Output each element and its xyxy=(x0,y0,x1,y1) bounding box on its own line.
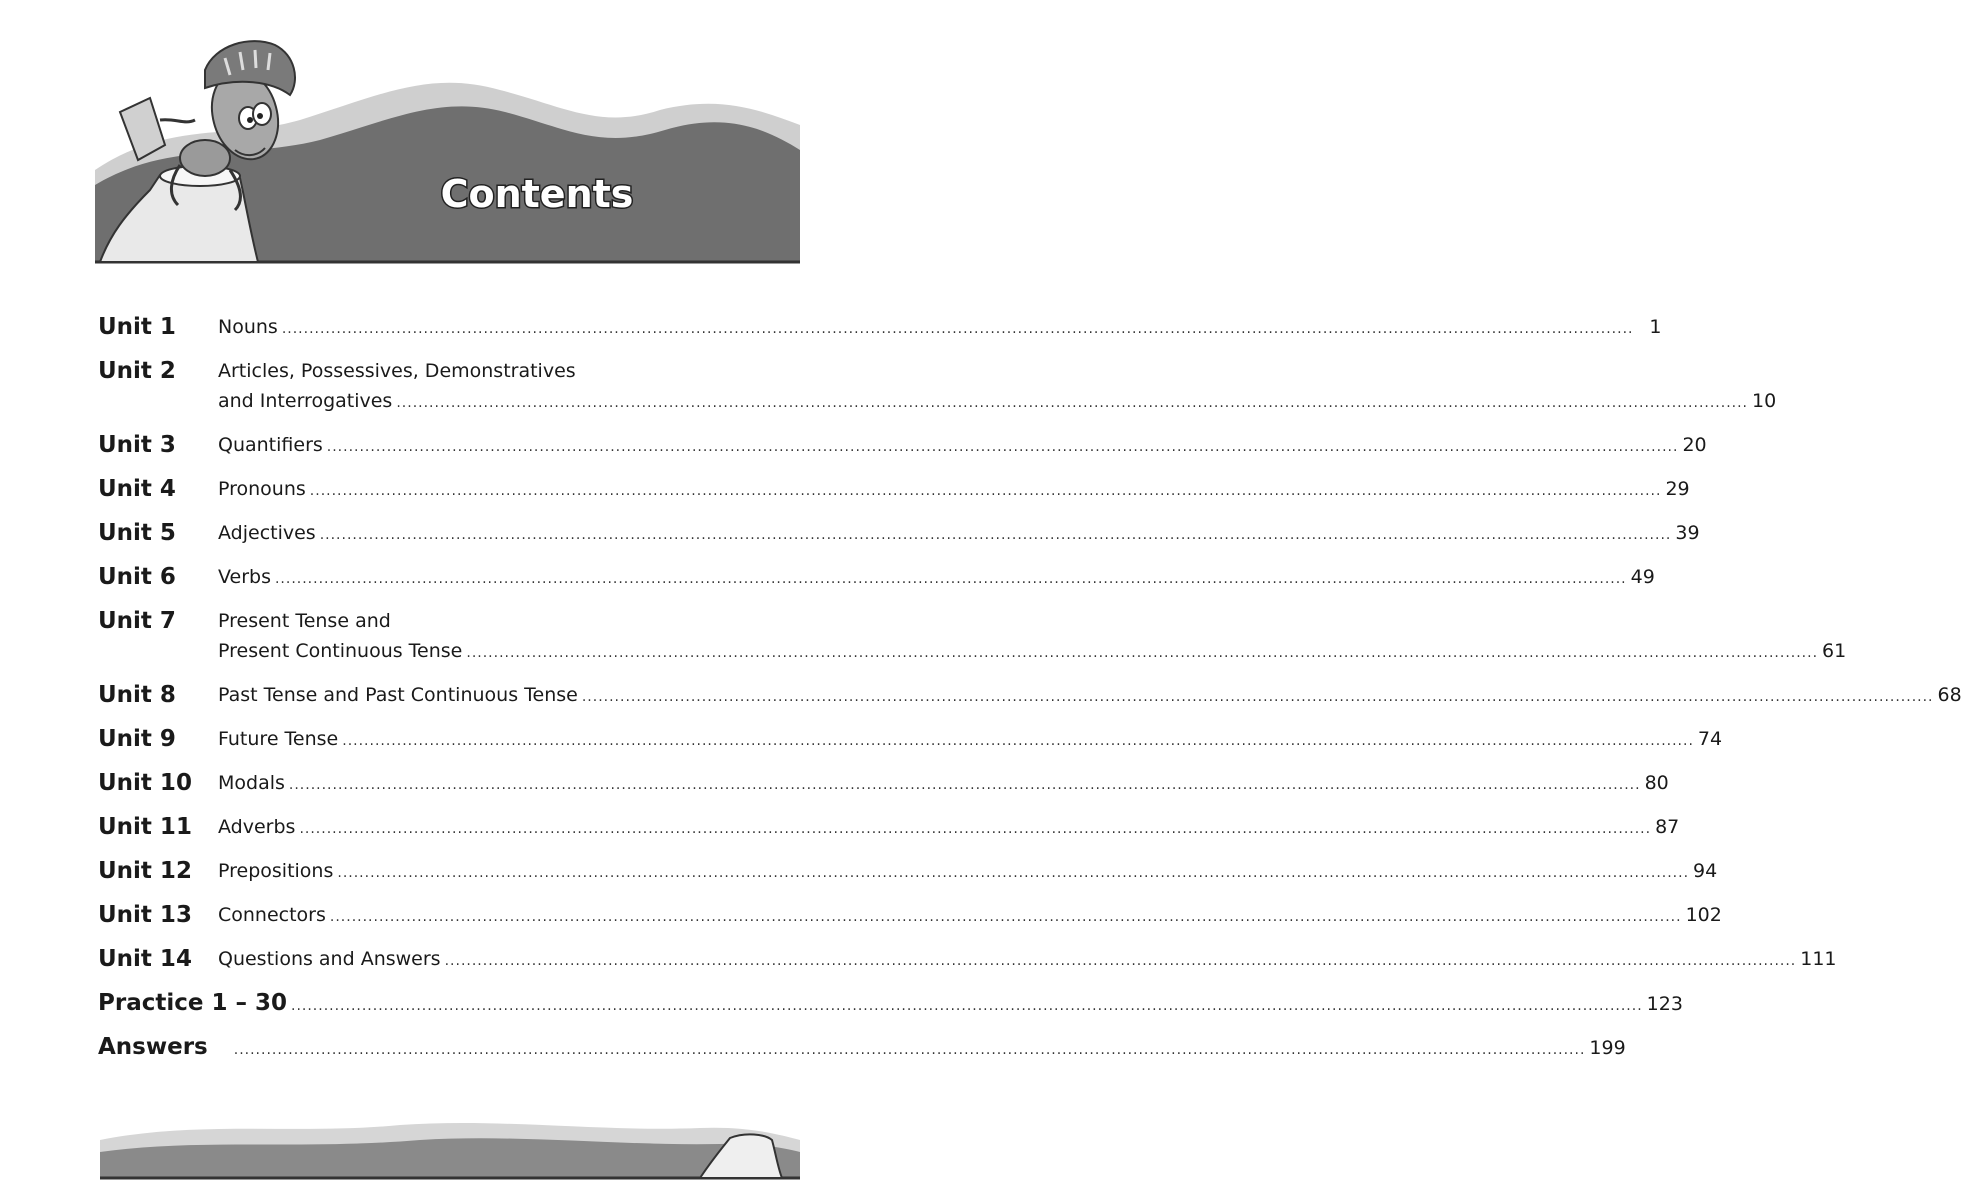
page-number: 74 xyxy=(1697,728,1723,750)
leader-dots xyxy=(330,902,1682,932)
toc-row xyxy=(98,768,1669,812)
page-number: 102 xyxy=(1685,904,1722,926)
page-number: 49 xyxy=(1630,566,1655,588)
page-title: Contents xyxy=(440,172,634,216)
table-of-contents xyxy=(98,312,1962,1076)
toc-row xyxy=(98,606,1847,680)
unit-label: Unit 9 xyxy=(98,726,176,752)
entry-title: Adverbs xyxy=(218,816,296,838)
page-number: 111 xyxy=(1800,948,1837,970)
unit-label: Unit 10 xyxy=(98,770,192,796)
toc-row xyxy=(98,312,1662,356)
toc-row-practice xyxy=(98,988,1683,1032)
footer-banner xyxy=(0,1110,846,1195)
toc-row xyxy=(98,680,1962,724)
page-number: 87 xyxy=(1655,816,1680,838)
unit-label: Unit 13 xyxy=(98,902,192,928)
unit-label: Unit 12 xyxy=(98,858,192,884)
toc-row xyxy=(98,812,1680,856)
unit-label: Unit 14 xyxy=(98,946,192,972)
page-number: 68 xyxy=(1937,684,1962,706)
unit-label: Unit 3 xyxy=(98,432,176,458)
entry-title: Connectors xyxy=(218,904,326,926)
page-number: 20 xyxy=(1682,434,1707,456)
leader-dots xyxy=(327,432,1679,462)
page-number: 199 xyxy=(1589,1037,1626,1059)
toc-row xyxy=(98,356,1777,430)
leader-dots xyxy=(310,476,1662,506)
toc-row xyxy=(98,430,1707,474)
leader-dots xyxy=(396,388,1748,418)
unit-label: Unit 1 xyxy=(98,314,176,340)
toc-row xyxy=(98,518,1700,562)
entry-title: Pronouns xyxy=(218,478,306,500)
page-number: 39 xyxy=(1675,522,1700,544)
entry-title: Quantifiers xyxy=(218,434,323,456)
leader-dots xyxy=(275,564,1627,594)
toc-row xyxy=(98,944,1837,988)
unit-label: Unit 4 xyxy=(98,476,176,502)
leader-dots xyxy=(337,858,1689,888)
leader-dots xyxy=(291,991,1643,1021)
page-number: 80 xyxy=(1644,772,1669,794)
page-number: 29 xyxy=(1665,478,1690,500)
leader-dots xyxy=(445,946,1797,976)
toc-row xyxy=(98,562,1655,606)
leader-dots xyxy=(466,638,1818,668)
unit-label: Unit 5 xyxy=(98,520,176,546)
leader-dots xyxy=(342,726,1694,756)
entry-title: and Interrogatives xyxy=(218,390,393,412)
leader-dots xyxy=(234,1035,1586,1065)
page-number: 94 xyxy=(1693,860,1718,882)
page-number: 61 xyxy=(1822,640,1847,662)
unit-label: Unit 11 xyxy=(98,814,192,840)
toc-row xyxy=(98,724,1723,768)
entry-title: Nouns xyxy=(218,316,278,338)
toc-row xyxy=(98,856,1718,900)
entry-title: Adjectives xyxy=(218,522,316,544)
entry-title: Modals xyxy=(218,772,285,794)
toc-row xyxy=(98,474,1690,518)
leader-dots xyxy=(320,520,1672,550)
leader-dots xyxy=(282,314,1634,344)
toc-row xyxy=(98,900,1722,944)
unit-label: Unit 8 xyxy=(98,682,176,708)
answers-label: Answers xyxy=(98,1034,208,1060)
unit-label: Unit 7 xyxy=(98,608,176,634)
page-number: 1 xyxy=(1649,316,1662,338)
entry-title: Prepositions xyxy=(218,860,334,882)
entry-title: Present Continuous Tense xyxy=(218,640,463,662)
entry-title: Future Tense xyxy=(218,728,339,750)
unit-label: Unit 6 xyxy=(98,564,176,590)
entry-title: Questions and Answers xyxy=(218,948,441,970)
entry-title: Verbs xyxy=(218,566,271,588)
toc-row-answers xyxy=(98,1032,1626,1076)
leader-dots xyxy=(299,814,1651,844)
practice-label: Practice 1 – 30 xyxy=(98,990,287,1016)
unit-label: Unit 2 xyxy=(98,358,176,384)
header-banner xyxy=(0,0,846,280)
leader-dots xyxy=(582,682,1934,712)
page-number: 10 xyxy=(1752,390,1777,412)
entry-title: Articles, Possessives, Demonstratives xyxy=(218,360,576,382)
page-number: 123 xyxy=(1646,993,1683,1015)
entry-title: Present Tense and xyxy=(218,610,391,632)
leader-dots xyxy=(289,770,1641,800)
entry-title: Past Tense and Past Continuous Tense xyxy=(218,684,578,706)
